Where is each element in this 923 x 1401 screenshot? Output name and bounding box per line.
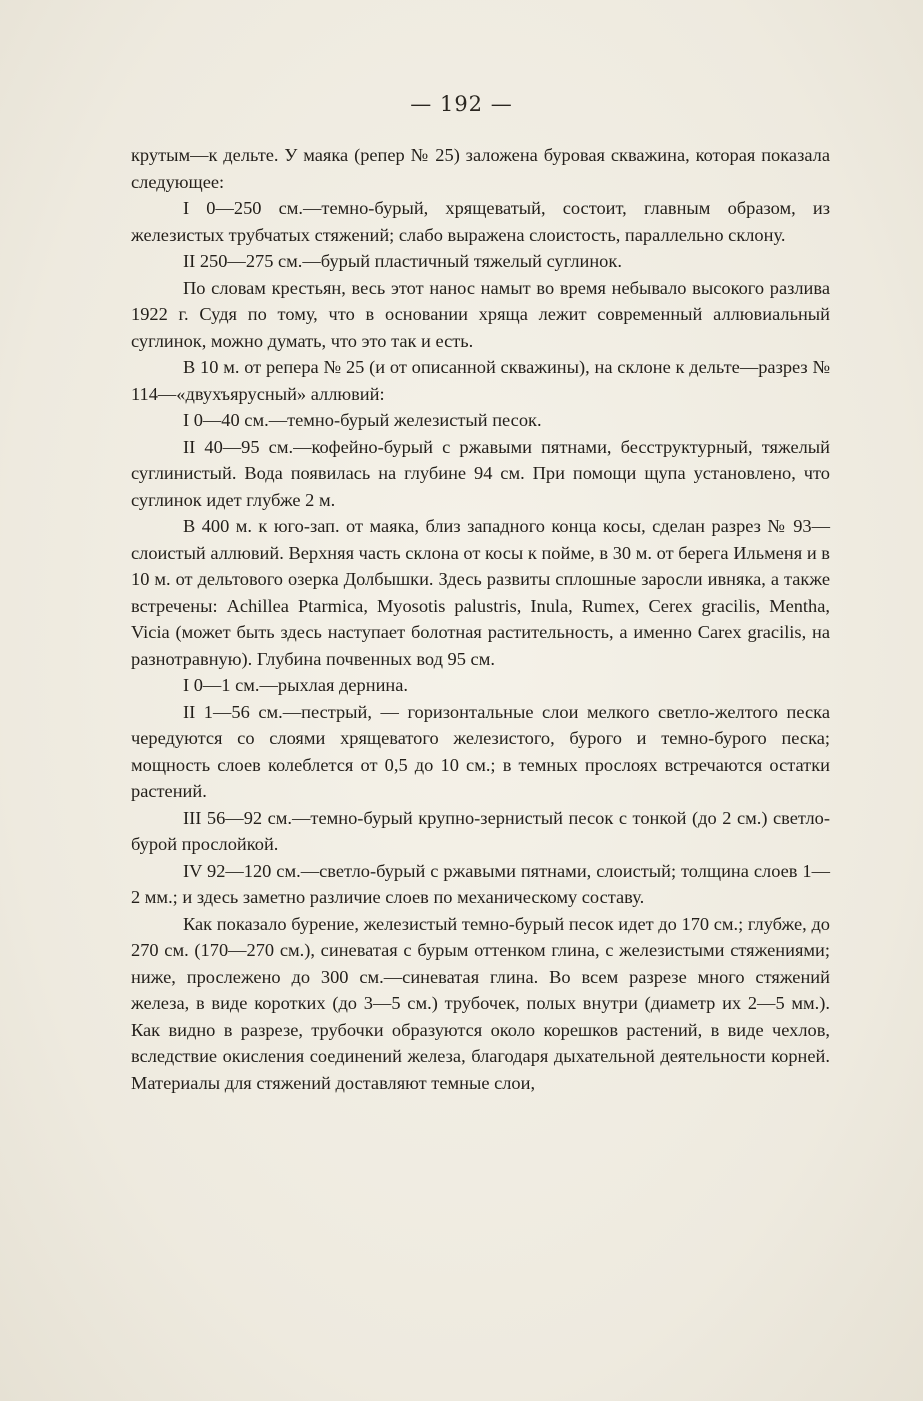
paragraph: По словам крестьян, весь этот нанос намыт во время небывало высокого разлива 1922 г. Судя по тому, что в основании хряща лежит современный аллювиальный суглинок, можно думать, что это так и есть.	[131, 277, 830, 351]
paragraph: II 40—95 см.—кофейно-бурый с ржавыми пятнами, бесструктурный, тяжелый суглинистый. Вода появилась на глубине 94 см. При помощи щупа установлено, что суглинок идет глубже 2 м.	[131, 436, 830, 510]
paragraph: II 1—56 см.—пестрый, — горизонтальные слои мелкого светло-желтого песка чередуются со слоями хрящеватого железистого, бурого и темно-бурого песка; мощность слоев колеблется от 0,5 до 10 см.; в темных прослоях встречаются остатки растений.	[131, 701, 830, 801]
paragraph: II 250—275 см.—бурый пластичный тяжелый суглинок.	[183, 251, 622, 271]
paragraph: В 400 м. к юго-зап. от маяка, близ западного конца косы, сделан разрез № 93—слоистый аллювий. Верхняя часть склона от косы к пойме, в 30 м. от берега Ильменя и в 10 м. от дельтового озерка Долбышки. Здесь развиты сплошные заросли ивняка, а также встречены: Achillea Ptarmica, Myosotis palustris, Inula, Rumex, Cerex gracilis, Mentha, Vicia (может быть здесь наступает болотная растительность, а именно Carex gracilis, на разнотравную). Глубина почвенных вод 95 см.	[131, 516, 830, 669]
paragraph: I 0—250 см.—темно-бурый, хрящеватый, состоит, главным образом, из железистых трубчатых стяжений; слабо выражена слоистость, параллельно склону.	[131, 198, 830, 245]
paragraph: В 10 м. от репера № 25 (и от описанной скважины), на склоне к дельте—разрез № 114—«двухъярусный» аллювий:	[131, 357, 830, 404]
body-text	[131, 142, 830, 1096]
page-number: — 192 —	[410, 92, 513, 116]
paragraph: I 0—1 см.—рыхлая дернина.	[183, 675, 409, 695]
paragraph: крутым—к дельте. У маяка (репер № 25) заложена буровая скважина, которая показала следующее:	[131, 145, 830, 192]
paragraph: I 0—40 см.—темно-бурый железистый песок.	[183, 410, 542, 430]
paragraph: IV 92—120 см.—светло-бурый с ржавыми пятнами, слоистый; толщина слоев 1—2 мм.; и здесь заметно различие слоев по механическому составу.	[131, 860, 830, 907]
paragraph: III 56—92 см.—темно-бурый крупно-зернистый песок с тонкой (до 2 см.) светло-бурой прослойкой.	[131, 807, 830, 854]
paragraph: Как показало бурение, железистый темно-бурый песок идет до 170 см.; глубже, до 270 см. (170—270 см.), синеватая с бурым оттенком глина, с железистыми стяжениями; ниже, прослежено до 300 см.—синеватая глина. Во всем разрезе много стяжений железа, в виде коротких (до 3—5 см.) трубочек, полых внутри (диаметр их 2—5 мм.). Как видно в разрезе, трубочки образуются около корешков растений, в виде чехлов, вследствие окисления соединений железа, благодаря дыхательной деятельности корней. Материалы для стяжений доставляют темные слои,	[131, 913, 830, 1093]
